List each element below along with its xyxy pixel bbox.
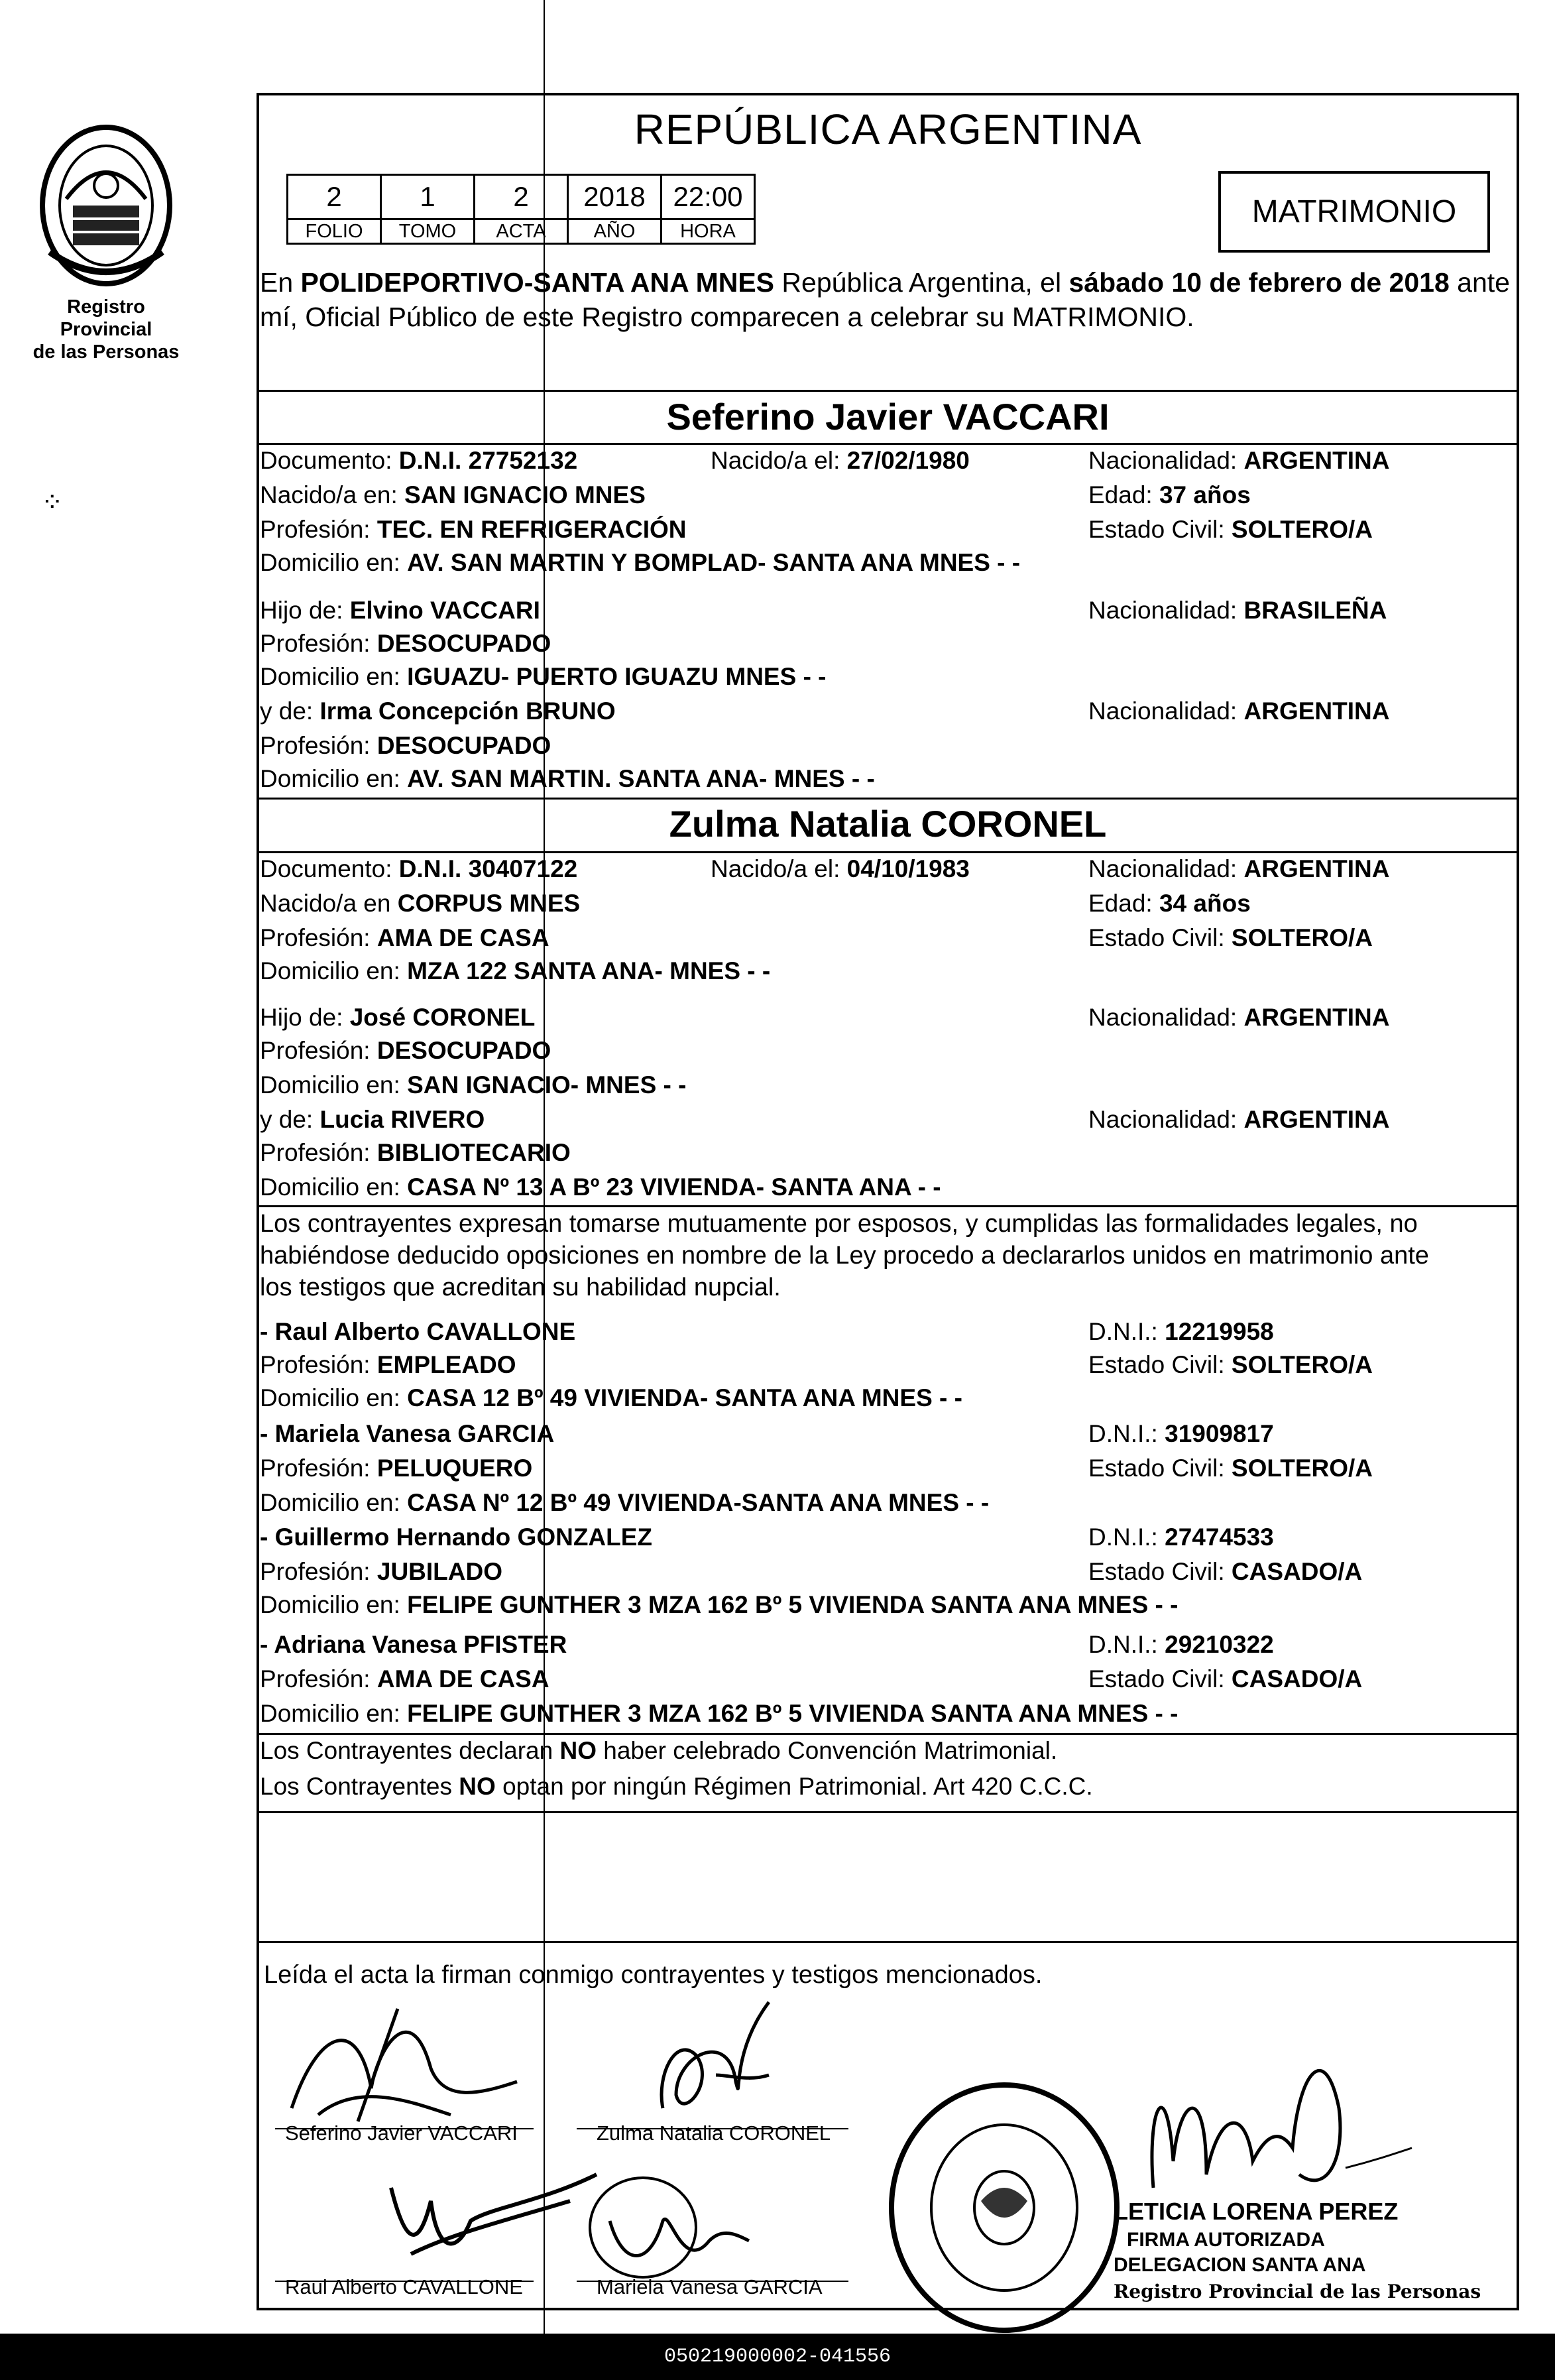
signature-raul-scribble: [371, 2161, 610, 2267]
spouse2-name: Zulma Natalia CORONEL: [669, 803, 1107, 845]
witness4-dni: D.N.I.: 29210322: [1088, 1631, 1274, 1658]
divider: [257, 1205, 1519, 1207]
spouse1-mother-profession: Profesión: DESOCUPADO: [260, 732, 551, 759]
spouse2-mother-nationality: Nacionalidad: ARGENTINA: [1088, 1106, 1390, 1133]
divider: [257, 390, 1519, 392]
spouse1-profession: Profesión: TEC. EN REFRIGERACIÓN: [260, 516, 687, 543]
divider: [257, 798, 1519, 800]
witness2-name: - Mariela Vanesa GARCIA: [260, 1420, 555, 1447]
spouse1-address: Domicilio en: AV. SAN MARTIN Y BOMPLAD- SANTA ANA MNES - -: [260, 549, 1021, 576]
spouse1-birthdate: Nacido/a el: 27/02/1980: [711, 447, 970, 474]
spouse2-age: Edad: 34 años: [1088, 890, 1251, 917]
record-index-table: [286, 174, 756, 245]
divider: [257, 1811, 1519, 1813]
witness1-profession: Profesión: EMPLEADO: [260, 1351, 516, 1378]
witness4-profession: Profesión: AMA DE CASA: [260, 1665, 549, 1693]
official-registry: Registro Provincial de las Personas: [1114, 2281, 1481, 2302]
witness3-civil-status: Estado Civil: CASADO/A: [1088, 1558, 1363, 1585]
spouse1-mother: y de: Irma Concepción BRUNO: [260, 697, 616, 725]
declaration-paragraph: Los contrayentes expresan tomarse mutuamente por esposos, y cumplidas las formalidades legales, no habiéndose deducido oposiciones en nombre de la Ley procedo a declararlos unidos en matrimonio ante los testigos que acreditan su habilidad nupcial.: [260, 1210, 1429, 1301]
divider: [257, 851, 1519, 853]
spouse2-mother-address: Domicilio en: CASA Nº 13 A Bº 23 VIVIENDA- SANTA ANA - -: [260, 1173, 941, 1201]
witness1-dni: D.N.I.: 12219958: [1088, 1318, 1274, 1345]
page-title: REPÚBLICA ARGENTINA: [634, 105, 1142, 153]
divider: [257, 1941, 1519, 1943]
registry-logo: [20, 119, 192, 363]
witness4-civil-status: Estado Civil: CASADO/A: [1088, 1665, 1363, 1693]
document-id-footer: 050219000002-041556: [0, 2334, 1555, 2380]
folio-label: FOLIO: [288, 219, 381, 244]
spouse2-father-address: Domicilio en: SAN IGNACIO- MNES - -: [260, 1071, 687, 1099]
witness1-civil-status: Estado Civil: SOLTERO/A: [1088, 1351, 1373, 1378]
spouse2-document: Documento: D.N.I. 30407122: [260, 855, 578, 882]
spouse2-father-nationality: Nacionalidad: ARGENTINA: [1088, 1004, 1390, 1031]
spouse2-father-profession: Profesión: DESOCUPADO: [260, 1037, 551, 1064]
signature-zulma-name: Zulma Natalia CORONEL: [597, 2121, 831, 2145]
witness2-address: Domicilio en: CASA Nº 12 Bº 49 VIVIENDA-SANTA ANA MNES - -: [260, 1489, 990, 1516]
spouse2-nationality: Nacionalidad: ARGENTINA: [1088, 855, 1390, 882]
spouse1-name: Seferino Javier VACCARI: [666, 396, 1110, 438]
hora-value: 22:00: [662, 175, 755, 219]
divider: [257, 1733, 1519, 1735]
witness2-dni: D.N.I.: 31909817: [1088, 1420, 1274, 1447]
regime-convention: Los Contrayentes declaran NO haber celebrado Convención Matrimonial.: [260, 1737, 1058, 1764]
registry-stamp-seal: [882, 2068, 1127, 2334]
witness4-name: - Adriana Vanesa PFISTER: [260, 1631, 567, 1658]
witness2-civil-status: Estado Civil: SOLTERO/A: [1088, 1455, 1373, 1482]
spouse1-document: Documento: D.N.I. 27752132: [260, 447, 578, 474]
spouse1-mother-nationality: Nacionalidad: ARGENTINA: [1088, 697, 1390, 725]
spouse2-profession: Profesión: AMA DE CASA: [260, 924, 549, 951]
spouse1-birthplace: Nacido/a en: SAN IGNACIO MNES: [260, 481, 646, 508]
witness3-name: - Guillermo Hernando GONZALEZ: [260, 1523, 653, 1551]
closing-statement: Leída el acta la firman conmigo contrayentes y testigos mencionados.: [264, 1961, 1043, 1989]
spouse1-father-address: Domicilio en: IGUAZU- PUERTO IGUAZU MNES - -: [260, 663, 827, 690]
tomo-label: TOMO: [381, 219, 475, 244]
spouse1-civil-status: Estado Civil: SOLTERO/A: [1088, 516, 1373, 543]
signature-seferino-scribble: [278, 1989, 530, 2135]
spouse1-nationality: Nacionalidad: ARGENTINA: [1088, 447, 1390, 474]
acta-value: 2: [475, 175, 568, 219]
witness4-address: Domicilio en: FELIPE GUNTHER 3 MZA 162 Bº 5 VIVIENDA SANTA ANA MNES - -: [260, 1700, 1179, 1727]
anio-value: 2018: [568, 175, 662, 219]
divider: [257, 443, 1519, 445]
witness1-name: - Raul Alberto CAVALLONE: [260, 1318, 576, 1345]
spouse2-civil-status: Estado Civil: SOLTERO/A: [1088, 924, 1373, 951]
spouse1-mother-address: Domicilio en: AV. SAN MARTIN. SANTA ANA- MNES - -: [260, 765, 875, 792]
official-delegation: DELEGACION SANTA ANA: [1114, 2254, 1366, 2276]
regime-patrimonial: Los Contrayentes NO optan por ningún Régimen Patrimonial. Art 420 C.C.C.: [260, 1773, 1093, 1800]
scan-speck-mark: ⁘: [41, 488, 64, 517]
spouse1-father-nationality: Nacionalidad: BRASILEÑA: [1088, 597, 1387, 624]
spouse1-father-profession: Profesión: DESOCUPADO: [260, 630, 551, 657]
witness3-address: Domicilio en: FELIPE GUNTHER 3 MZA 162 Bº 5 VIVIENDA SANTA ANA MNES - -: [260, 1591, 1179, 1618]
spouse2-birthplace: Nacido/a en CORPUS MNES: [260, 890, 581, 917]
witness3-profession: Profesión: JUBILADO: [260, 1558, 502, 1585]
registry-logo-caption: Registro Provincial de las Personas: [32, 296, 180, 363]
hora-label: HORA: [662, 219, 755, 244]
folio-value: 2: [288, 175, 381, 219]
signature-raul-name: Raul Alberto CAVALLONE: [285, 2275, 523, 2298]
official-role: FIRMA AUTORIZADA: [1127, 2229, 1325, 2251]
witness1-address: Domicilio en: CASA 12 Bº 49 VIVIENDA- SANTA ANA MNES - -: [260, 1384, 962, 1411]
signature-seferino-name: Seferino Javier VACCARI: [285, 2121, 518, 2145]
spouse2-birthdate: Nacido/a el: 04/10/1983: [711, 855, 970, 882]
spouse2-address: Domicilio en: MZA 122 SANTA ANA- MNES - -: [260, 957, 771, 984]
acta-label: ACTA: [475, 219, 568, 244]
provincia-misiones-seal-icon: [36, 119, 176, 292]
signature-zulma-scribble: [636, 1976, 809, 2135]
anio-label: AÑO: [568, 219, 662, 244]
spouse1-father: Hijo de: Elvino VACCARI: [260, 597, 540, 624]
intro-paragraph: En POLIDEPORTIVO-SANTA ANA MNES República Argentina, el sábado 10 de febrero de 2018 ante mí, Oficial Público de este Registro comparecen a celebrar su MATRIMONIO.: [260, 267, 1510, 332]
spouse2-father: Hijo de: José CORONEL: [260, 1004, 536, 1031]
signature-mariela-name: Mariela Vanesa GARCIA: [597, 2275, 823, 2298]
record-type-box: MATRIMONIO: [1218, 171, 1490, 253]
spouse2-mother-profession: Profesión: BIBLIOTECARIO: [260, 1139, 571, 1166]
witness2-profession: Profesión: PELUQUERO: [260, 1455, 533, 1482]
tomo-value: 1: [381, 175, 475, 219]
witness3-dni: D.N.I.: 27474533: [1088, 1523, 1274, 1551]
signature-mariela-scribble: [577, 2168, 776, 2287]
spouse2-mother: y de: Lucia RIVERO: [260, 1106, 485, 1133]
spouse1-age: Edad: 37 años: [1088, 481, 1251, 508]
official-name: LETICIA LORENA PEREZ: [1114, 2198, 1399, 2225]
